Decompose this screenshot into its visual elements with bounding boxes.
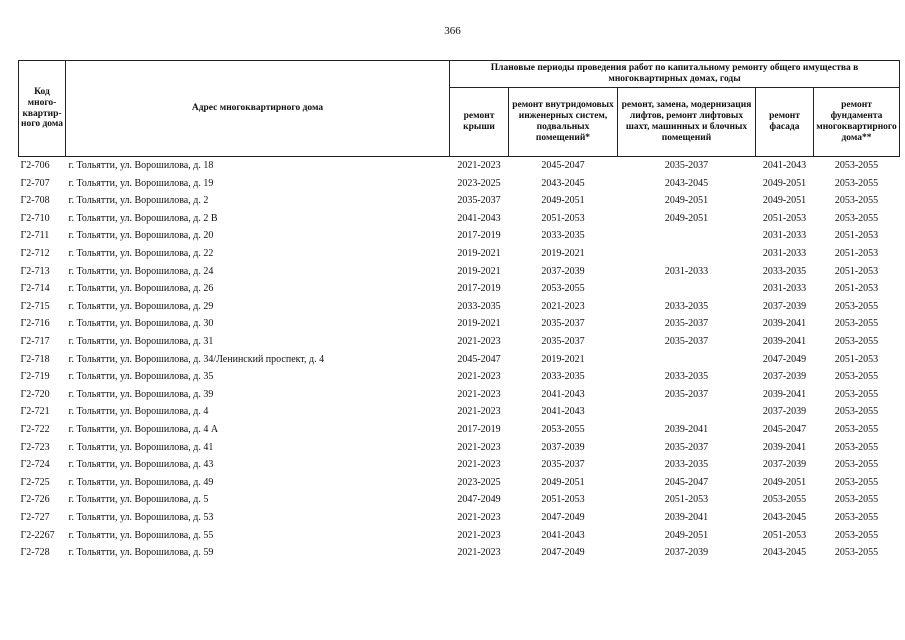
row-address: г. Тольятти, ул. Ворошилова, д. 55	[68, 529, 214, 541]
row-lifts: 2033-2035	[664, 371, 709, 383]
row-address: г. Тольятти, ул. Ворошилова, д. 43	[68, 459, 214, 471]
row-roof: 2021-2023	[457, 529, 501, 541]
capital-repair-table	[18, 60, 900, 562]
row-code: Г2-2267	[20, 529, 55, 541]
row-code: Г2-725	[20, 476, 50, 488]
row-code: Г2-719	[20, 371, 50, 383]
row-roof: 2021-2023	[457, 547, 501, 559]
row-facade: 2037-2039	[762, 300, 807, 312]
row-engineering: 2047-2049	[541, 547, 585, 559]
row-code: Г2-706	[20, 160, 50, 172]
row-foundation: 2053-2055	[834, 423, 879, 435]
row-engineering: 2051-2053	[541, 212, 585, 224]
row-engineering: 2019-2021	[541, 353, 585, 365]
table-row	[19, 509, 900, 527]
table-row	[19, 474, 900, 492]
row-code: Г2-726	[20, 494, 50, 506]
row-address: г. Тольятти, ул. Ворошилова, д. 41	[68, 441, 214, 453]
row-facade: 2039-2041	[762, 318, 807, 330]
row-code: Г2-713	[20, 265, 50, 277]
row-foundation: 2053-2055	[834, 529, 879, 541]
row-address: г. Тольятти, ул. Ворошилова, д. 2 В	[68, 212, 218, 224]
row-lifts: 2043-2045	[664, 177, 709, 189]
row-engineering: 2049-2051	[541, 195, 585, 207]
row-engineering: 2043-2045	[541, 177, 585, 189]
row-facade: 2047-2049	[762, 353, 807, 365]
row-foundation: 2053-2055	[834, 335, 879, 347]
row-address: г. Тольятти, ул. Ворошилова, д. 53	[68, 511, 214, 523]
row-address: г. Тольятти, ул. Ворошилова, д. 20	[68, 230, 214, 242]
row-facade: 2049-2051	[762, 177, 807, 189]
table-row	[19, 280, 900, 298]
row-facade: 2031-2033	[762, 283, 807, 295]
row-foundation: 2053-2055	[834, 476, 879, 488]
row-roof: 2019-2021	[457, 318, 501, 330]
row-engineering: 2037-2039	[541, 441, 585, 453]
row-engineering: 2019-2021	[541, 248, 585, 260]
table-row	[19, 386, 900, 404]
row-address: г. Тольятти, ул. Ворошилова, д. 34/Ленинский проспект, д. 4	[68, 353, 325, 365]
row-facade: 2033-2035	[762, 265, 807, 277]
table-row	[19, 456, 900, 474]
row-roof: 2017-2019	[457, 283, 501, 295]
row-facade: 2041-2043	[762, 160, 807, 172]
row-roof: 2035-2037	[457, 195, 501, 207]
row-address: г. Тольятти, ул. Ворошилова, д. 24	[68, 265, 214, 277]
row-facade: 2049-2051	[762, 195, 807, 207]
row-address: г. Тольятти, ул. Ворошилова, д. 30	[68, 318, 214, 330]
row-roof: 2021-2023	[457, 160, 501, 172]
row-foundation: 2053-2055	[834, 212, 879, 224]
row-code: Г2-720	[20, 388, 50, 400]
row-lifts: 2049-2051	[664, 529, 709, 541]
row-lifts	[618, 403, 756, 421]
row-facade: 2051-2053	[762, 212, 807, 224]
row-lifts: 2031-2033	[664, 265, 709, 277]
row-lifts: 2051-2053	[664, 494, 709, 506]
row-facade: 2031-2033	[762, 230, 807, 242]
table-row	[19, 403, 900, 421]
row-code: Г2-717	[20, 335, 50, 347]
row-foundation: 2053-2055	[834, 406, 879, 418]
row-code: Г2-724	[20, 459, 50, 471]
row-address: г. Тольятти, ул. Ворошилова, д. 22	[68, 248, 214, 260]
row-engineering: 2035-2037	[541, 318, 585, 330]
row-engineering: 2021-2023	[541, 300, 585, 312]
row-address: г. Тольятти, ул. Ворошилова, д. 29	[68, 300, 214, 312]
table-row	[19, 526, 900, 544]
row-foundation: 2051-2053	[834, 283, 879, 295]
row-facade: 2053-2055	[762, 494, 807, 506]
row-foundation: 2051-2053	[834, 230, 879, 242]
row-engineering: 2053-2055	[541, 423, 585, 435]
header-roof: ремонт крыши	[450, 88, 509, 157]
row-address: г. Тольятти, ул. Ворошилова, д. 19	[68, 177, 214, 189]
row-engineering: 2049-2051	[541, 476, 585, 488]
row-lifts: 2037-2039	[664, 547, 709, 559]
table-row	[19, 157, 900, 175]
row-foundation: 2053-2055	[834, 511, 879, 523]
row-engineering: 2051-2053	[541, 494, 585, 506]
row-lifts	[618, 227, 756, 245]
row-engineering: 2045-2047	[541, 160, 585, 172]
row-lifts: 2049-2051	[664, 212, 709, 224]
row-code: Г2-714	[20, 283, 50, 295]
row-address: г. Тольятти, ул. Ворошилова, д. 59	[68, 547, 214, 559]
row-lifts	[618, 245, 756, 263]
row-engineering: 2037-2039	[541, 265, 585, 277]
row-lifts: 2039-2041	[664, 423, 709, 435]
row-address: г. Тольятти, ул. Ворошилова, д. 18	[68, 160, 214, 172]
row-roof: 2021-2023	[457, 511, 501, 523]
row-facade: 2037-2039	[762, 371, 807, 383]
row-lifts: 2035-2037	[664, 318, 709, 330]
row-lifts: 2049-2051	[664, 195, 709, 207]
header-code: Код много-квартир-ного дома	[19, 61, 66, 157]
row-roof: 2041-2043	[457, 212, 501, 224]
table-row	[19, 210, 900, 228]
row-address: г. Тольятти, ул. Ворошилова, д. 5	[68, 494, 209, 506]
table-row	[19, 175, 900, 193]
row-roof: 2023-2025	[457, 476, 501, 488]
table-row	[19, 227, 900, 245]
row-code: Г2-716	[20, 318, 50, 330]
row-code: Г2-728	[20, 547, 50, 559]
header-engineering: ремонт внутридомовых инженерных систем, подвальных помещений*	[509, 88, 618, 157]
row-code: Г2-711	[20, 230, 50, 242]
table-row	[19, 315, 900, 333]
row-foundation: 2051-2053	[834, 265, 879, 277]
row-foundation: 2053-2055	[834, 494, 879, 506]
row-roof: 2021-2023	[457, 388, 501, 400]
row-lifts: 2035-2037	[664, 388, 709, 400]
row-roof: 2021-2023	[457, 459, 501, 471]
row-roof: 2023-2025	[457, 177, 501, 189]
row-address: г. Тольятти, ул. Ворошилова, д. 35	[68, 371, 214, 383]
table-row	[19, 491, 900, 509]
table-row	[19, 421, 900, 439]
header-periods-group: Плановые периоды проведения работ по капитальному ремонту общего имущества в многоквартирных домах, годы	[450, 61, 900, 88]
row-roof: 2047-2049	[457, 494, 501, 506]
table-row	[19, 263, 900, 281]
row-lifts: 2035-2037	[664, 160, 709, 172]
row-roof: 2021-2023	[457, 441, 501, 453]
row-address: г. Тольятти, ул. Ворошилова, д. 26	[68, 283, 214, 295]
table-row	[19, 368, 900, 386]
table-row	[19, 544, 900, 562]
row-foundation: 2053-2055	[834, 160, 879, 172]
row-roof: 2017-2019	[457, 423, 501, 435]
row-address: г. Тольятти, ул. Ворошилова, д. 4	[68, 406, 209, 418]
row-code: Г2-721	[20, 406, 50, 418]
row-engineering: 2033-2035	[541, 371, 585, 383]
row-roof: 2021-2023	[457, 335, 501, 347]
row-roof: 2033-2035	[457, 300, 501, 312]
row-code: Г2-712	[20, 248, 50, 260]
row-code: Г2-710	[20, 212, 50, 224]
row-engineering: 2033-2035	[541, 230, 585, 242]
header-foundation: ремонт фундамента многоквартирного дома**	[814, 88, 900, 157]
row-foundation: 2053-2055	[834, 177, 879, 189]
row-foundation: 2053-2055	[834, 441, 879, 453]
row-lifts: 2033-2035	[664, 459, 709, 471]
table-row	[19, 192, 900, 210]
page-number: 366	[444, 25, 461, 37]
row-code: Г2-708	[20, 195, 50, 207]
row-facade: 2051-2053	[762, 529, 807, 541]
table-row	[19, 333, 900, 351]
row-roof: 2021-2023	[457, 406, 501, 418]
row-roof: 2019-2021	[457, 248, 501, 260]
table-row	[19, 439, 900, 457]
row-foundation: 2053-2055	[834, 300, 879, 312]
row-code: Г2-718	[20, 353, 50, 365]
row-foundation: 2051-2053	[834, 248, 879, 260]
row-engineering: 2041-2043	[541, 406, 585, 418]
row-code: Г2-723	[20, 441, 50, 453]
row-facade: 2031-2033	[762, 248, 807, 260]
row-facade: 2039-2041	[762, 335, 807, 347]
row-code: Г2-722	[20, 423, 50, 435]
row-engineering: 2041-2043	[541, 529, 585, 541]
row-engineering: 2035-2037	[541, 335, 585, 347]
row-code: Г2-707	[20, 177, 50, 189]
row-lifts: 2035-2037	[664, 335, 709, 347]
row-foundation: 2053-2055	[834, 195, 879, 207]
table-row	[19, 351, 900, 369]
row-lifts: 2039-2041	[664, 511, 709, 523]
row-address: г. Тольятти, ул. Ворошилова, д. 31	[68, 335, 214, 347]
row-foundation: 2051-2053	[834, 353, 879, 365]
row-address: г. Тольятти, ул. Ворошилова, д. 2	[68, 195, 209, 207]
row-facade: 2037-2039	[762, 459, 807, 471]
row-foundation: 2053-2055	[834, 388, 879, 400]
row-lifts: 2033-2035	[664, 300, 709, 312]
header-address: Адрес многоквартирного дома	[66, 61, 450, 157]
row-engineering: 2053-2055	[541, 283, 585, 295]
row-facade: 2039-2041	[762, 388, 807, 400]
row-facade: 2039-2041	[762, 441, 807, 453]
header-lifts: ремонт, замена, модернизация лифтов, ремонт лифтовых шахт, машинных и блочных помещений	[618, 88, 756, 157]
row-address: г. Тольятти, ул. Ворошилова, д. 4 А	[68, 423, 219, 435]
row-code: Г2-727	[20, 511, 50, 523]
row-foundation: 2053-2055	[834, 547, 879, 559]
row-facade: 2045-2047	[762, 423, 807, 435]
row-code: Г2-715	[20, 300, 50, 312]
row-foundation: 2053-2055	[834, 371, 879, 383]
row-lifts	[618, 351, 756, 369]
row-engineering: 2035-2037	[541, 459, 585, 471]
row-roof: 2021-2023	[457, 371, 501, 383]
row-facade: 2037-2039	[762, 406, 807, 418]
row-foundation: 2053-2055	[834, 318, 879, 330]
row-roof: 2019-2021	[457, 265, 501, 277]
row-facade: 2043-2045	[762, 547, 807, 559]
row-facade: 2043-2045	[762, 511, 807, 523]
row-address: г. Тольятти, ул. Ворошилова, д. 49	[68, 476, 214, 488]
table-row	[19, 298, 900, 316]
row-roof: 2045-2047	[457, 353, 501, 365]
table-row	[19, 245, 900, 263]
row-foundation: 2053-2055	[834, 459, 879, 471]
row-roof: 2017-2019	[457, 230, 501, 242]
row-lifts	[618, 280, 756, 298]
row-address: г. Тольятти, ул. Ворошилова, д. 39	[68, 388, 214, 400]
row-facade: 2049-2051	[762, 476, 807, 488]
header-facade: ремонт фасада	[756, 88, 814, 157]
row-engineering: 2041-2043	[541, 388, 585, 400]
row-lifts: 2035-2037	[664, 441, 709, 453]
table-header	[19, 61, 900, 157]
table-body	[19, 157, 900, 562]
row-engineering: 2047-2049	[541, 511, 585, 523]
row-lifts: 2045-2047	[664, 476, 709, 488]
